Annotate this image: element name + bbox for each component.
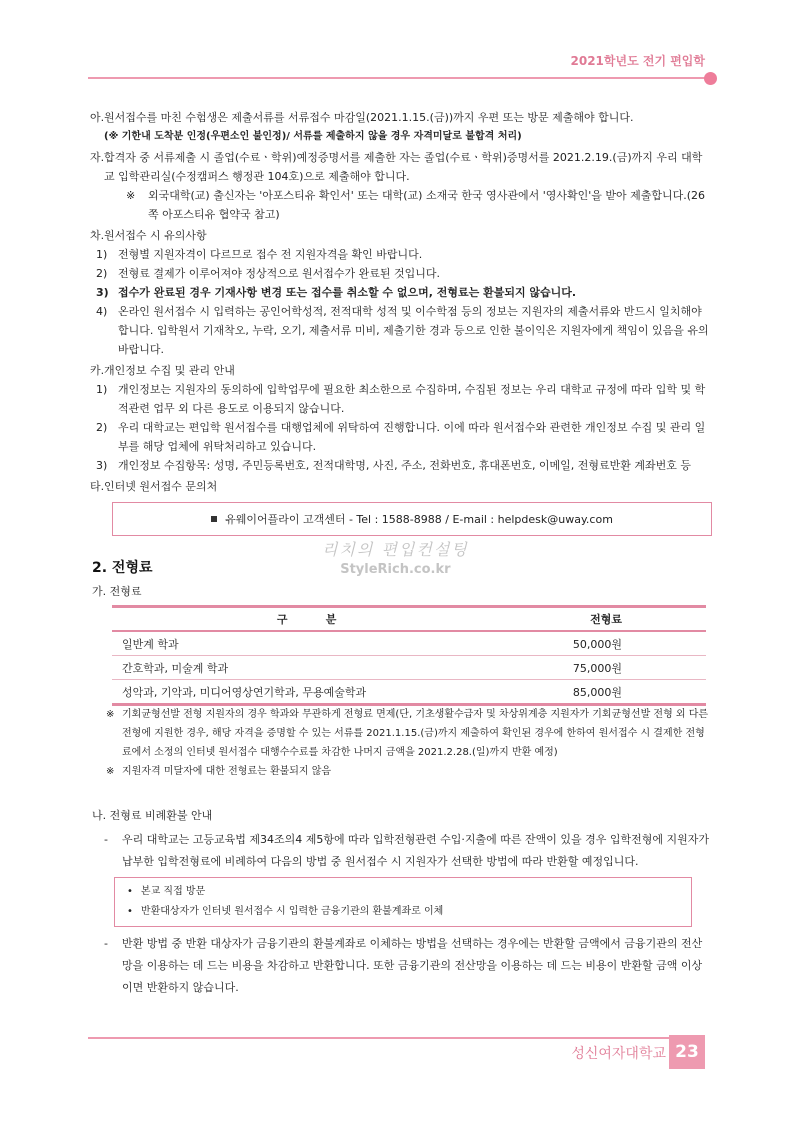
section-title: 개인정보 수집 및 관리 안내 xyxy=(104,364,235,377)
page-number: 23 xyxy=(669,1035,705,1069)
item-text: 개인정보는 지원자의 동의하에 입학업무에 필요한 최소한으로 수집하며, 수집된 정보는 우리 대학교 규정에 따라 입학 및 학적관련 업무 외 다른 용도로 이용되지 않습니다. xyxy=(118,383,706,415)
item-number: 3) xyxy=(96,286,109,299)
note-mark: ※ xyxy=(106,709,115,720)
method-item: • 반환대상자가 인터넷 원서접수 시 입력한 금융기관의 환불계좌로 이체 xyxy=(115,902,691,922)
fee-cell: 75,000원 xyxy=(501,656,706,680)
section-text: 원서접수를 마친 수험생은 제출서류를 서류접수 마감일(2021.1.15.(금))까지 우편 또는 방문 제출해야 합니다. xyxy=(104,111,634,124)
list-item xyxy=(96,456,710,475)
section-label: 타. xyxy=(90,480,105,493)
fee-table xyxy=(112,605,706,706)
fee-note xyxy=(106,762,711,781)
item-text: 온라인 원서접수 시 입력하는 공인어학성적, 전적대학 성적 및 이수학점 등의 정보는 지원자의 제출서류와 반드시 일치해야 합니다. 입학원서 기재착오, 누락, 오기, 제출서류 미비, 제출기한 경과 등으로 인한 불이익은 지원자에게 책임이 있음을 유의 바랍니다. xyxy=(118,305,709,356)
section-ka xyxy=(90,361,710,380)
refund-method-box xyxy=(114,877,692,927)
section-label: 카. xyxy=(90,364,105,377)
item-number: 1) xyxy=(96,248,108,261)
table-row xyxy=(112,631,706,656)
dash-mark: - xyxy=(104,833,108,846)
fee-heading: 2. 전형료 xyxy=(92,560,153,576)
note-text: 외국대학(교) 출신자는 '아포스티유 확인서' 또는 대학(교) 소재국 한국 영사관에서 '영사확인'을 받아 제출합니다.(26쪽 아포스티유 협약국 참고) xyxy=(148,189,706,221)
fee-note xyxy=(106,705,711,762)
watermark-line2: StyleRich.co.kr xyxy=(340,562,451,577)
dept-cell: 간호학과, 미술계 학과 xyxy=(112,656,501,680)
item-number: 2) xyxy=(96,421,108,434)
header-dot xyxy=(704,72,717,85)
refund-text: 반환 방법 중 반환 대상자가 금융기관의 환불계좌로 이체하는 방법을 선택하는 경우에는 반환할 금액에서 금융기관의 전산망을 이용하는 데 드는 비용을 차감하고 반환합니다. 또한 금융기관의 전산망을 이용하는 데 드는 비용이 반환할 금액 이상이면 반환하지 않습니다. xyxy=(122,937,703,994)
section-cha xyxy=(90,226,710,245)
note-mark: ※ xyxy=(106,766,115,777)
section-title: 원서접수 시 유의사항 xyxy=(104,229,207,242)
section-title: 인터넷 원서접수 문의처 xyxy=(104,480,218,493)
item-number: 4) xyxy=(96,305,108,318)
note-mark: ※ xyxy=(126,189,136,202)
method-item: • 본교 직접 방문 xyxy=(115,882,691,902)
watermark-line1: 리치의 편입컨설팅 xyxy=(322,540,469,559)
refund-description xyxy=(92,829,712,873)
refund-subheading: 나. 전형료 비례환불 안내 xyxy=(92,809,213,822)
header-title: 2021학년도 전기 편입학 xyxy=(570,54,705,68)
list-item xyxy=(96,283,710,302)
item-text: 개인정보 수집항목: 성명, 주민등록번호, 전적대학명, 사진, 주소, 전화번호, 휴대폰번호, 이메일, 전형료반환 계좌번호 등 xyxy=(118,459,692,472)
item-number: 1) xyxy=(96,383,108,396)
section-a xyxy=(90,108,710,146)
item-text: 우리 대학교는 편입학 원서접수를 대행업체에 위탁하여 진행합니다. 이에 따라 원서접수와 관련한 개인정보 수집 및 관리 일부를 해당 업체에 위탁처리하고 있습니다. xyxy=(118,421,706,453)
refund-text: 우리 대학교는 고등교육법 제34조의4 제5항에 따라 입학전형관련 수입·지출에 따른 잔액이 있을 경우 입학전형에 지원자가 납부한 입학전형료에 비례하여 다음의 방법 중 원서접수 시 지원자가 선택한 방법에 따라 반환할 예정입니다. xyxy=(122,833,709,868)
footer-divider xyxy=(88,1037,675,1039)
footer-school-name: 성신여자대학교 xyxy=(571,1046,666,1062)
fee-cell: 85,000원 xyxy=(501,680,706,705)
dash-mark: - xyxy=(104,937,108,950)
fee-cell: 50,000원 xyxy=(501,631,706,656)
list-item xyxy=(96,264,710,283)
table-row xyxy=(112,680,706,705)
item-text: 전형료 결제가 이루어져야 정상적으로 원서접수가 완료된 것입니다. xyxy=(118,267,441,280)
list-item xyxy=(96,245,710,264)
section-note xyxy=(126,186,710,224)
item-text: 접수가 완료된 경우 기재사항 변경 또는 접수를 취소할 수 없으며, 전형료는 환불되지 않습니다. xyxy=(118,286,577,299)
item-text: 전형별 지원자격이 다르므로 접수 전 지원자격을 확인 바랍니다. xyxy=(118,248,423,261)
fee-notes xyxy=(106,705,711,781)
refund-section xyxy=(92,806,712,999)
main-content xyxy=(90,108,710,536)
table-row xyxy=(112,656,706,680)
watermark xyxy=(322,537,469,577)
list-item xyxy=(96,380,710,418)
item-number: 3) xyxy=(96,459,108,472)
note-text: 기회균형선발 전형 지원자의 경우 학과와 무관하게 전형료 면제(단, 기초생활수급자 및 차상위계층 지원자가 기회균형선발 전형 외 다른 전형에 지원한 경우, 해당 자격을 증명할 수 있는 서류를 2021.1.15.(금)까지 제출하여 확인된 경우에 한하여 원서접수 시 결제한 전형료에서 소정의 인터넷 원서접수 대행수수료를 차감한 나머지 금액을 2021.2.28.(일)까지 반환 예정) xyxy=(122,709,709,758)
section-ta xyxy=(90,477,710,496)
refund-description-2 xyxy=(92,933,712,999)
square-bullet-icon xyxy=(211,516,217,522)
section-ja xyxy=(90,148,710,186)
note-text: 지원자격 미달자에 대한 전형료는 환불되지 않음 xyxy=(122,766,332,777)
section-label: 아. xyxy=(90,111,105,124)
list-item xyxy=(96,302,710,359)
dept-cell: 성악과, 기악과, 미디어영상연기학과, 무용예술학과 xyxy=(112,680,501,705)
header-divider xyxy=(88,77,705,79)
dept-cell: 일반계 학과 xyxy=(112,631,501,656)
section-bold-note: (※ 기한내 도착분 인정(우편소인 불인정)/ 서류를 제출하지 않을 경우 자격미달로 불합격 처리) xyxy=(104,131,522,142)
table-header-row xyxy=(112,607,706,632)
column-header-fee: 전형료 xyxy=(501,607,706,632)
item-number: 2) xyxy=(96,267,108,280)
list-item xyxy=(96,418,710,456)
column-header-category: 구 분 xyxy=(112,607,501,632)
section-label: 자. xyxy=(90,151,105,164)
fee-subheading: 가. 전형료 xyxy=(92,585,142,598)
section-text: 합격자 중 서류제출 시 졸업(수료ㆍ학위)예정증명서를 제출한 자는 졸업(수료ㆍ학위)증명서를 2021.2.19.(금)까지 우리 대학교 입학관리실(수정캠퍼스 행정관 104호)으로 제출해야 합니다. xyxy=(104,151,703,183)
contact-box xyxy=(112,502,712,536)
contact-text: 유웨이어플라이 고객센터 - Tel : 1588-8988 / E-mail : helpdesk@uway.com xyxy=(225,512,613,526)
section-label: 차. xyxy=(90,229,105,242)
